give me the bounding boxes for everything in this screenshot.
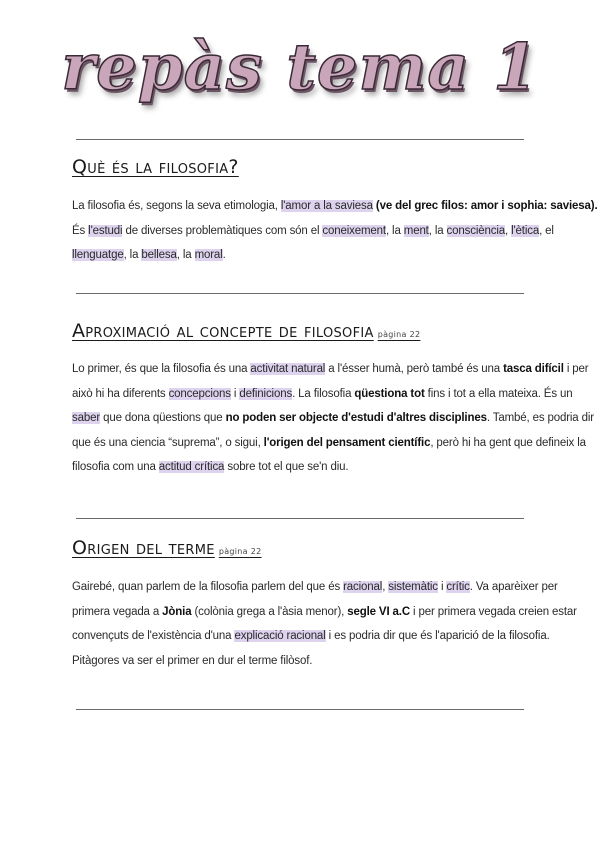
section-paragraph — [72, 194, 598, 268]
text-segment: que és una ciencia “suprema”, o sigui, — [72, 436, 264, 449]
bold-phrase: no poden ser objecte d'estudi d'altres disciplines — [225, 412, 487, 424]
text-segment: , la — [176, 249, 195, 261]
highlighted-term: definicions — [239, 387, 293, 400]
text-segment: i es podria dir que és l'aparició de la filosofia. — [325, 630, 550, 642]
highlighted-term: llenguatge — [72, 249, 124, 261]
text-segment: La filosofia és, segons la seva etimologia, — [72, 200, 281, 212]
highlighted-term: activitat natural — [250, 363, 326, 375]
divider — [76, 518, 524, 519]
highlighted-term: l'amor a la saviesa — [280, 200, 373, 212]
highlighted-term: coneixement — [322, 224, 386, 237]
text-segment: , el — [539, 224, 554, 237]
text-segment: . — [222, 249, 226, 261]
text-segment: (colònia grega a l'àsia menor), — [191, 605, 348, 618]
divider — [76, 139, 524, 140]
text-line — [72, 600, 577, 625]
text-segment: , la — [428, 224, 447, 237]
text-segment: . La filosofia — [292, 387, 355, 400]
text-line — [72, 406, 594, 431]
section-heading — [72, 156, 239, 178]
text-line — [72, 357, 589, 382]
page-title: repàs tema 1 — [61, 30, 539, 105]
bold-phrase: Jònia — [162, 605, 192, 618]
highlighted-term: moral — [194, 249, 223, 261]
text-line — [72, 455, 532, 480]
text-segment: . Va aparèixer per — [469, 581, 558, 593]
highlighted-term: bellesa — [141, 249, 177, 261]
text-segment: , — [504, 224, 512, 237]
highlighted-term: racional — [343, 581, 383, 593]
text-segment: convençuts de l'existència d'una — [72, 630, 235, 642]
text-segment: , la — [385, 224, 404, 237]
highlighted-term: saber — [72, 412, 101, 424]
text-line — [72, 649, 532, 674]
page-reference: pàgina 22 — [218, 547, 262, 556]
text-segment: a l'ésser humà, però també és una — [325, 363, 504, 375]
highlighted-term: crític — [446, 581, 470, 593]
text-segment: i — [437, 581, 447, 593]
text-segment: Pitàgores va ser el primer en dur el terme filòsof. — [72, 654, 313, 667]
divider — [76, 293, 524, 294]
text-segment: Gairebé, quan parlem de la filosofia parlem del que és — [72, 581, 344, 593]
text-line — [72, 194, 598, 219]
text-line — [72, 624, 550, 649]
highlighted-term: actitud crítica — [158, 461, 225, 473]
text-segment: i per primera vegada creien estar — [410, 605, 577, 618]
divider — [76, 709, 524, 710]
text-segment: primera vegada a — [72, 605, 163, 618]
text-line — [72, 431, 586, 456]
text-segment: això hi ha diferents — [72, 387, 169, 400]
text-segment: , la — [123, 249, 142, 261]
highlighted-term: concepcions — [168, 387, 231, 400]
bold-phrase: tasca difícil — [503, 363, 564, 375]
text-segment: i — [230, 387, 240, 400]
highlighted-term: explicació racional — [234, 630, 326, 642]
text-segment: , però hi ha gent que defineix la — [430, 436, 586, 449]
highlighted-term: l'ètica — [511, 224, 540, 237]
section-paragraph — [72, 575, 577, 673]
text-line — [72, 219, 554, 244]
text-segment: de diverses problemàtiques com són el — [122, 224, 323, 237]
text-segment: Lo primer, és que la filosofia és una — [72, 363, 251, 375]
section-heading — [72, 537, 262, 559]
text-line — [72, 243, 532, 268]
text-segment: que dona qüestions que — [100, 412, 226, 424]
bold-phrase: l'origen del pensament científic — [263, 436, 431, 449]
text-segment: fins i tot a ella mateixa. És un — [424, 387, 573, 400]
bold-phrase: (ve del grec filos: amor i sophia: saviesa). — [372, 200, 598, 212]
highlighted-term: l'estudi — [88, 224, 123, 237]
section-heading-text: Aproximació al concepte de filosofia — [72, 320, 374, 342]
highlighted-term: consciència — [446, 224, 505, 237]
bold-phrase: qüestiona tot — [354, 387, 425, 400]
highlighted-term: ment — [403, 224, 429, 237]
bold-phrase: segle VI a.C — [347, 605, 410, 618]
text-line — [72, 382, 573, 407]
text-segment: , — [382, 581, 389, 593]
page-reference: pàgina 22 — [377, 330, 421, 339]
text-segment: sobre tot el que se'n diu. — [224, 461, 349, 473]
text-segment: És — [72, 224, 89, 237]
section-heading-text: Origen del terme — [72, 537, 215, 559]
section-heading — [72, 320, 420, 342]
text-segment: i per — [563, 363, 589, 375]
highlighted-term: sistemàtic — [388, 581, 438, 593]
text-segment: . També, es podria dir — [486, 412, 594, 424]
section-paragraph — [72, 357, 594, 480]
text-segment: filosofia com una — [72, 461, 159, 473]
section-heading-text: Què és la filosofia? — [72, 156, 239, 178]
text-line — [72, 575, 558, 600]
